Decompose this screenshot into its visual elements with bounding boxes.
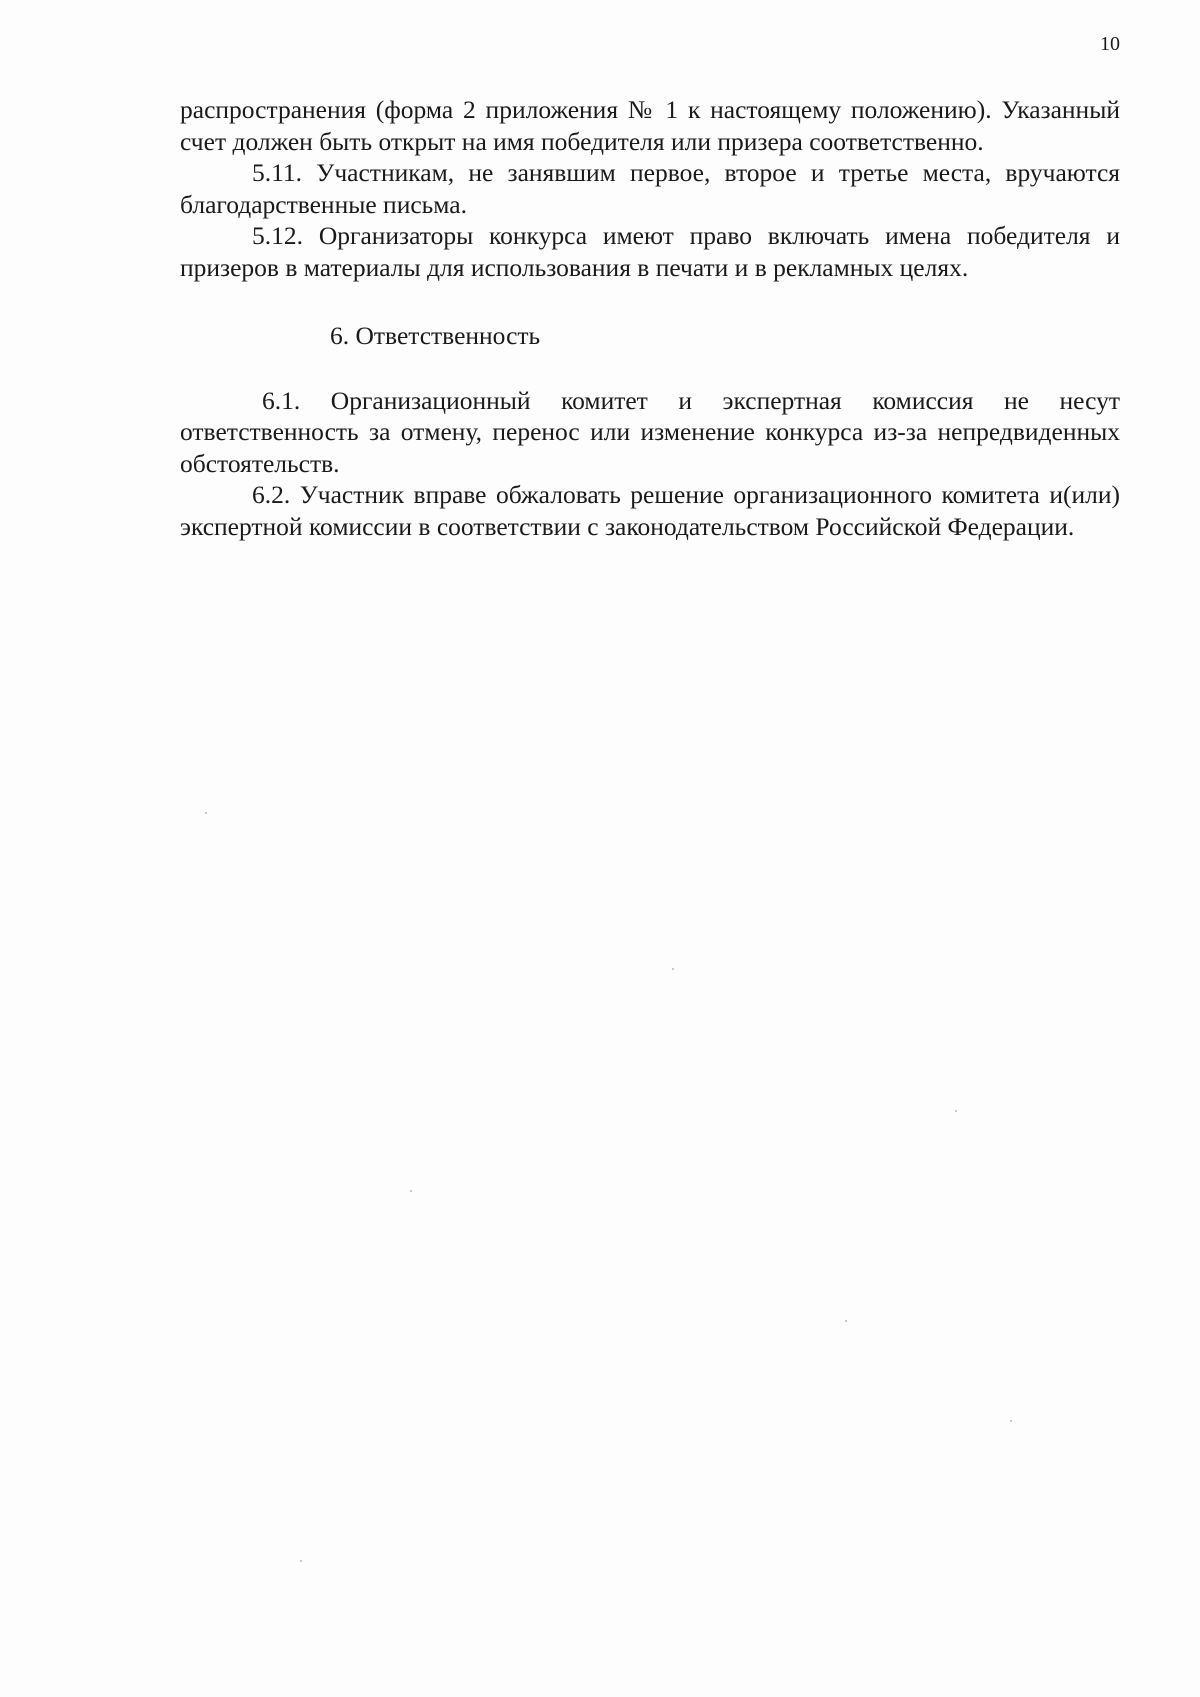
paragraph-6-1: 6.1. Организационный комитет и экспертная комиссия не несут ответственность за отмену, перенос или изменение конкурса из-за непредвиденных обстоятельств. [180,385,1120,478]
paragraph-continuation: распространения (форма 2 приложения № 1 к настоящему положению). Указанный счет должен быть открыт на имя победителя или призера соответственно. [180,95,1120,156]
scan-speck [955,1110,957,1112]
paragraph-5-12: 5.12. Организаторы конкурса имеют право включать имена победителя и призеров в материалы для использования в печати и в рекламных целях. [180,221,1120,282]
scan-speck [410,1190,412,1192]
paragraph-5-11: 5.11. Участникам, не занявшим первое, второе и третье места, вручаются благодарственные письма. [180,158,1120,219]
scan-speck [205,812,207,814]
paragraph-6-2: 6.2. Участник вправе обжаловать решение организационного комитета и(или) экспертной комиссии в соответствии с законодательством Российской Федерации. [180,480,1120,541]
section-heading-6: 6. Ответственность [330,321,541,350]
scan-speck [672,968,674,970]
page-number: 10 [1100,33,1120,55]
document-body [180,94,1120,542]
scan-speck [1010,1420,1012,1422]
scan-speck [845,1320,847,1322]
scan-speck [300,1560,302,1562]
